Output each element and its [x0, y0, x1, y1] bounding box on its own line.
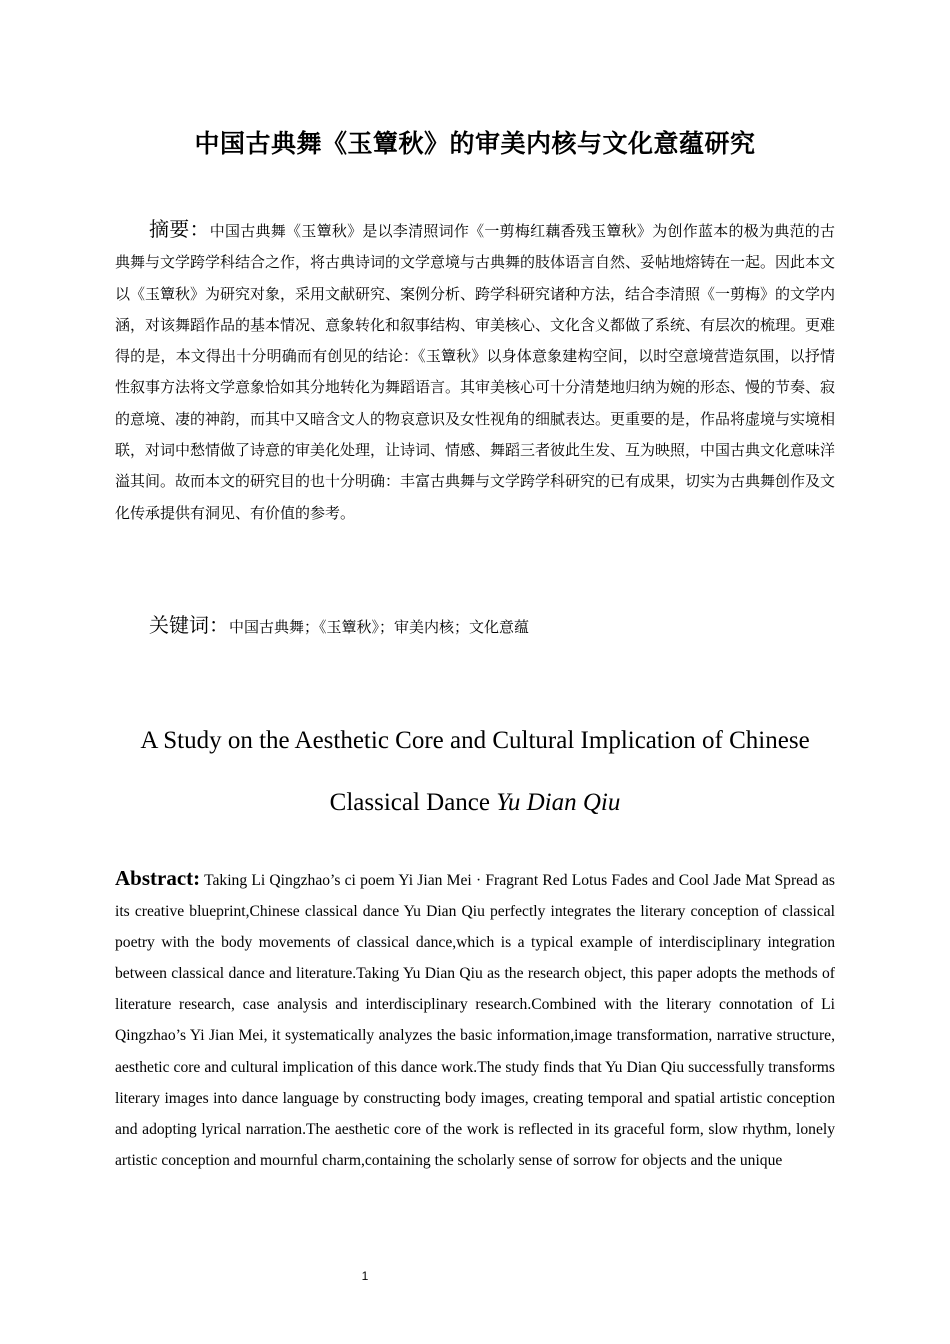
english-abstract-text: Taking Li Qingzhao’s ci poem Yi Jian Mei · Fragrant Red Lotus Fades and Cool Jade Mat Spread as its creative blueprint,Chinese classical dance Yu Dian Qiu perfectly integrates the literary conception of classical poetry with the body movements of classical dance,which is a typical example of interdisciplinary integration between classical dance and literature.Taking Yu Dian Qiu as the research object, this paper adopts the methods of literature research, case analysis and interdisciplinary research.Combined with the literary connotation of Li Qingzhao’s Yi Jian Mei, it systematically analyzes the basic information,image transformation, narrative structure, aesthetic core and cultural implication of this dance work.The study finds that Yu Dian Qiu successfully transforms literary images into dance language by constructing body images, creating temporal and spatial artistic conception and adopting lyrical narration.The aesthetic core of the work is reflected in its graceful form, slow rhythm, lonely artistic conception and mournful charm,containing the scholarly sense of sorrow for objects and the unique — [115, 872, 835, 1169]
english-title-dance-name: Yu Dian Qiu — [496, 789, 621, 816]
chinese-keywords — [149, 610, 839, 643]
chinese-abstract-text: 中国古典舞《玉簟秋》是以李清照词作《一剪梅红藕香残玉簟秋》为创作蓝本的极为典范的古典舞与文学跨学科结合之作，将古典诗词的文学意境与古典舞的肢体语言自然、妥帖地熔铸在一起。因此本文以《玉簟秋》为研究对象，采用文献研究、案例分析、跨学科研究诸种方法，结合李清照《一剪梅》的文学内涵，对该舞蹈作品的基本情况、意象转化和叙事结构、审美核心、文化含义都做了系统、有层次的梳理。更难得的是，本文得出十分明确而有创见的结论：《玉簟秋》以身体意象建构空间，以时空意境营造氛围，以抒情性叙事方法将文学意象恰如其分地转化为舞蹈语言。其审美核心可十分清楚地归纳为婉的形态、慢的节奏、寂的意境、凄的神韵，而其中又暗含文人的物哀意识及女性视角的细腻表达。更重要的是，作品将虚境与实境相联，对词中愁情做了诗意的审美化处理，让诗词、情感、舞蹈三者彼此生发、互为映照，中国古典文化意味洋溢其间。故而本文的研究目的也十分明确：丰富古典舞与文学跨学科研究的已有成果，切实为古典舞创作及文化传承提供有洞见、有价值的参考。 — [115, 222, 836, 522]
chinese-keywords-label: 关键词： — [149, 613, 229, 637]
chinese-title: 中国古典舞《玉簟秋》的审美内核与文化意蕴研究 — [194, 129, 756, 158]
english-abstract — [115, 863, 835, 1176]
chinese-abstract — [115, 214, 835, 529]
english-title-line-2 — [60, 772, 890, 834]
page-number: 1 — [361, 1269, 369, 1283]
chinese-abstract-label: 摘要： — [149, 217, 210, 241]
english-title-line-1: A Study on the Aesthetic Core and Cultural Implication of Chinese — [140, 727, 810, 754]
english-title-line-2-prefix: Classical Dance — [329, 789, 497, 816]
english-title — [60, 710, 890, 834]
english-abstract-label: Abstract: — [115, 866, 201, 890]
chinese-keywords-text: 中国古典舞；《玉簟秋》；审美内核；文化意蕴 — [229, 618, 530, 636]
